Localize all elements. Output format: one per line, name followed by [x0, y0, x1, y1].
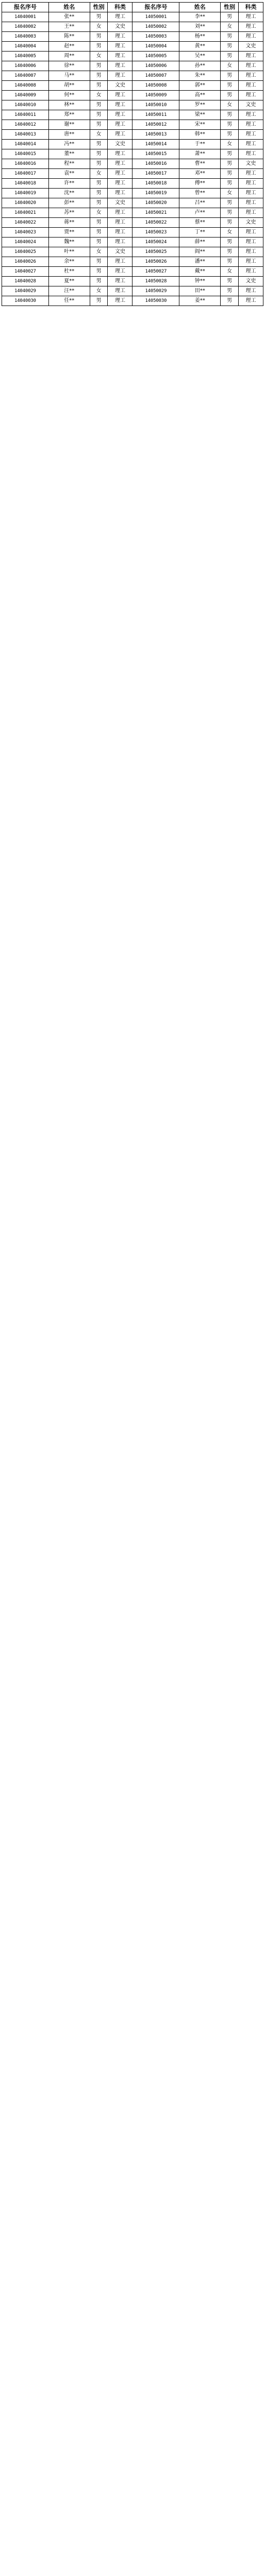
reg-no-cell: 14050002: [132, 22, 179, 32]
gender-cell: 女: [90, 208, 108, 218]
gender-cell: 男: [221, 81, 239, 91]
gender-cell: 男: [90, 277, 108, 286]
gender-cell: 男: [221, 130, 239, 140]
table-row: [2, 22, 263, 32]
gender-cell: 女: [221, 228, 239, 238]
gender-cell: 女: [90, 52, 108, 61]
track-cell: 理工: [108, 42, 132, 52]
name-cell: 郭**: [179, 81, 221, 91]
reg-no-cell: 14050022: [132, 218, 179, 228]
track-cell: 理工: [238, 120, 263, 130]
table-row: [2, 100, 263, 110]
name-cell: 邓**: [179, 169, 221, 179]
track-header: 科类: [238, 3, 263, 12]
name-cell: 蒋**: [48, 218, 90, 228]
reg-no-cell: 14040001: [2, 12, 49, 22]
name-cell: 董**: [48, 149, 90, 159]
reg-no-cell: 14040002: [2, 22, 49, 32]
gender-cell: 男: [90, 218, 108, 228]
table-row: [2, 208, 263, 218]
reg-no-cell: 14040017: [2, 169, 49, 179]
table-row: [2, 120, 263, 130]
gender-cell: 男: [90, 228, 108, 238]
table-row: [2, 286, 263, 296]
reg-no-cell: 14050027: [132, 267, 179, 277]
reg-no-cell: 14050006: [132, 61, 179, 71]
track-cell: 理工: [108, 32, 132, 42]
name-cell: 林**: [48, 100, 90, 110]
track-cell: 理工: [108, 238, 132, 247]
track-cell: 理工: [108, 100, 132, 110]
reg-no-cell: 14050025: [132, 247, 179, 257]
table-row: [2, 149, 263, 159]
name-cell: 于**: [179, 140, 221, 149]
reg-no-cell: 14040014: [2, 140, 49, 149]
table-row: [2, 52, 263, 61]
reg-no-cell: 14040016: [2, 159, 49, 169]
table-row: [2, 140, 263, 149]
track-cell: 理工: [108, 61, 132, 71]
track-cell: 理工: [108, 257, 132, 267]
gender-cell: 男: [221, 169, 239, 179]
track-cell: 理工: [238, 286, 263, 296]
gender-cell: 男: [90, 100, 108, 110]
name-cell: 韩**: [179, 130, 221, 140]
gender-cell: 男: [221, 296, 239, 306]
reg-no-cell: 14040027: [2, 267, 49, 277]
gender-cell: 男: [221, 238, 239, 247]
name-cell: 唐**: [48, 130, 90, 140]
table-row: [2, 257, 263, 267]
name-cell: 张**: [48, 12, 90, 22]
name-cell: 魏**: [48, 238, 90, 247]
track-cell: 理工: [238, 22, 263, 32]
name-cell: 谢**: [48, 120, 90, 130]
reg-no-cell: 14040015: [2, 149, 49, 159]
reg-no-cell: 14050017: [132, 169, 179, 179]
reg-no-cell: 14050024: [132, 238, 179, 247]
track-cell: 理工: [238, 61, 263, 71]
track-cell: 理工: [238, 52, 263, 61]
name-cell: 胡**: [48, 81, 90, 91]
track-cell: 理工: [238, 228, 263, 238]
name-cell: 周**: [48, 52, 90, 61]
track-cell: 理工: [238, 257, 263, 267]
name-cell: 余**: [48, 257, 90, 267]
name-cell: 曹**: [179, 159, 221, 169]
track-cell: 理工: [238, 208, 263, 218]
reg-no-header: 报名序号: [132, 3, 179, 12]
track-cell: 理工: [238, 238, 263, 247]
reg-no-cell: 14050026: [132, 257, 179, 267]
name-cell: 袁**: [48, 169, 90, 179]
name-cell: 阎**: [179, 247, 221, 257]
gender-cell: 女: [221, 267, 239, 277]
track-cell: 理工: [108, 286, 132, 296]
table-row: [2, 247, 263, 257]
gender-cell: 男: [90, 159, 108, 169]
gender-cell: 男: [90, 238, 108, 247]
gender-cell: 男: [221, 42, 239, 52]
track-cell: 理工: [108, 52, 132, 61]
gender-cell: 男: [221, 286, 239, 296]
track-cell: 理工: [108, 91, 132, 100]
name-cell: 潘**: [179, 257, 221, 267]
gender-cell: 女: [90, 169, 108, 179]
track-cell: 理工: [108, 189, 132, 198]
table-row: [2, 228, 263, 238]
reg-no-cell: 14050014: [132, 140, 179, 149]
track-cell: 理工: [108, 277, 132, 286]
track-cell: 文史: [238, 42, 263, 52]
reg-no-cell: 14040011: [2, 110, 49, 120]
table-row: [2, 238, 263, 247]
reg-no-cell: 14040008: [2, 81, 49, 91]
reg-no-cell: 14050023: [132, 228, 179, 238]
reg-no-cell: 14050029: [132, 286, 179, 296]
track-cell: 文史: [108, 22, 132, 32]
table-row: [2, 277, 263, 286]
track-cell: 文史: [108, 140, 132, 149]
gender-cell: 男: [221, 120, 239, 130]
gender-cell: 男: [90, 267, 108, 277]
gender-cell: 男: [90, 179, 108, 189]
gender-cell: 男: [90, 189, 108, 198]
reg-no-cell: 14040026: [2, 257, 49, 267]
gender-cell: 女: [90, 247, 108, 257]
reg-no-header: 报名序号: [2, 3, 49, 12]
name-cell: 孙**: [179, 61, 221, 71]
gender-cell: 男: [221, 149, 239, 159]
table-row: [2, 12, 263, 22]
name-cell: 曾**: [179, 189, 221, 198]
name-cell: 薛**: [179, 238, 221, 247]
name-cell: 沈**: [48, 189, 90, 198]
gender-cell: 女: [90, 91, 108, 100]
name-cell: 罗**: [179, 100, 221, 110]
track-cell: 理工: [108, 218, 132, 228]
name-cell: 汪**: [48, 286, 90, 296]
name-cell: 姜**: [179, 296, 221, 306]
reg-no-cell: 14040007: [2, 71, 49, 81]
gender-header: 性别: [90, 3, 108, 12]
gender-cell: 男: [90, 296, 108, 306]
track-cell: 理工: [238, 169, 263, 179]
track-cell: 理工: [108, 208, 132, 218]
gender-cell: 男: [221, 71, 239, 81]
name-cell: 萧**: [179, 149, 221, 159]
table-row: [2, 61, 263, 71]
track-cell: 理工: [238, 140, 263, 149]
track-cell: 文史: [238, 218, 263, 228]
table-row: [2, 110, 263, 120]
reg-no-cell: 14040022: [2, 218, 49, 228]
table-row: [2, 218, 263, 228]
table-row: [2, 71, 263, 81]
reg-no-cell: 14050010: [132, 100, 179, 110]
table-row: [2, 159, 263, 169]
name-cell: 任**: [48, 296, 90, 306]
gender-cell: 男: [90, 110, 108, 120]
track-cell: 理工: [108, 228, 132, 238]
name-cell: 高**: [179, 91, 221, 100]
name-cell: 田**: [179, 286, 221, 296]
name-cell: 宋**: [179, 120, 221, 130]
gender-header: 性别: [221, 3, 239, 12]
gender-cell: 男: [221, 52, 239, 61]
reg-no-cell: 14040004: [2, 42, 49, 52]
gender-cell: 男: [90, 149, 108, 159]
reg-no-cell: 14040029: [2, 286, 49, 296]
table-body: [2, 12, 263, 306]
reg-no-cell: 14050018: [132, 179, 179, 189]
track-cell: 理工: [238, 12, 263, 22]
name-cell: 徐**: [48, 61, 90, 71]
track-cell: 理工: [108, 110, 132, 120]
track-cell: 理工: [238, 130, 263, 140]
gender-cell: 男: [221, 257, 239, 267]
reg-no-cell: 14050004: [132, 42, 179, 52]
name-cell: 蔡**: [179, 218, 221, 228]
name-cell: 吕**: [179, 198, 221, 208]
track-cell: 理工: [108, 159, 132, 169]
name-cell: 许**: [48, 179, 90, 189]
reg-no-cell: 14050028: [132, 277, 179, 286]
name-cell: 吴**: [179, 52, 221, 61]
table-row: [2, 32, 263, 42]
name-cell: 陈**: [48, 32, 90, 42]
gender-cell: 男: [90, 257, 108, 267]
reg-no-cell: 14050003: [132, 32, 179, 42]
reg-no-cell: 14040006: [2, 61, 49, 71]
track-cell: 文史: [238, 100, 263, 110]
track-cell: 文史: [238, 159, 263, 169]
reg-no-cell: 14040012: [2, 120, 49, 130]
track-cell: 理工: [238, 296, 263, 306]
table-row: [2, 198, 263, 208]
name-cell: 卢**: [179, 208, 221, 218]
table-row: [2, 91, 263, 100]
track-cell: 理工: [238, 32, 263, 42]
reg-no-cell: 14050012: [132, 120, 179, 130]
track-cell: 理工: [108, 130, 132, 140]
gender-cell: 男: [90, 12, 108, 22]
reg-no-cell: 14050009: [132, 91, 179, 100]
name-cell: 彭**: [48, 198, 90, 208]
reg-no-cell: 14050016: [132, 159, 179, 169]
roster-table-container: [2, 2, 263, 306]
reg-no-cell: 14040024: [2, 238, 49, 247]
reg-no-cell: 14040010: [2, 100, 49, 110]
reg-no-cell: 14050020: [132, 198, 179, 208]
table-row: [2, 267, 263, 277]
gender-cell: 男: [90, 71, 108, 81]
gender-cell: 女: [221, 100, 239, 110]
name-cell: 朱**: [179, 71, 221, 81]
track-cell: 理工: [238, 247, 263, 257]
table-row: [2, 130, 263, 140]
reg-no-cell: 14040005: [2, 52, 49, 61]
gender-cell: 男: [221, 247, 239, 257]
track-cell: 文史: [108, 81, 132, 91]
gender-cell: 女: [90, 286, 108, 296]
reg-no-cell: 14050021: [132, 208, 179, 218]
gender-cell: 男: [221, 218, 239, 228]
gender-cell: 男: [221, 91, 239, 100]
reg-no-cell: 14050005: [132, 52, 179, 61]
gender-cell: 男: [90, 61, 108, 71]
track-cell: 理工: [108, 120, 132, 130]
track-cell: 理工: [108, 267, 132, 277]
track-cell: 理工: [238, 81, 263, 91]
name-cell: 郑**: [48, 110, 90, 120]
track-cell: 理工: [238, 91, 263, 100]
reg-no-cell: 14040023: [2, 228, 49, 238]
table-row: [2, 179, 263, 189]
name-cell: 黄**: [179, 42, 221, 52]
name-cell: 杜**: [48, 267, 90, 277]
name-cell: 叶**: [48, 247, 90, 257]
gender-cell: 男: [90, 120, 108, 130]
track-cell: 理工: [238, 198, 263, 208]
reg-no-cell: 14040030: [2, 296, 49, 306]
track-cell: 文史: [108, 247, 132, 257]
table-row: [2, 169, 263, 179]
gender-cell: 男: [221, 179, 239, 189]
name-cell: 冯**: [48, 140, 90, 149]
table-header-row: [2, 3, 263, 12]
name-cell: 贾**: [48, 228, 90, 238]
gender-cell: 女: [221, 22, 239, 32]
gender-cell: 男: [90, 140, 108, 149]
gender-cell: 男: [221, 198, 239, 208]
track-header: 科类: [108, 3, 132, 12]
track-cell: 理工: [238, 149, 263, 159]
gender-cell: 男: [221, 110, 239, 120]
name-cell: 王**: [48, 22, 90, 32]
table-row: [2, 296, 263, 306]
table-row: [2, 81, 263, 91]
gender-cell: 女: [90, 130, 108, 140]
gender-cell: 女: [90, 22, 108, 32]
name-cell: 苏**: [48, 208, 90, 218]
track-cell: 理工: [108, 169, 132, 179]
table-row: [2, 42, 263, 52]
gender-cell: 女: [221, 189, 239, 198]
track-cell: 文史: [108, 198, 132, 208]
reg-no-cell: 14050019: [132, 189, 179, 198]
track-cell: 理工: [238, 179, 263, 189]
reg-no-cell: 14050008: [132, 81, 179, 91]
track-cell: 理工: [238, 110, 263, 120]
gender-cell: 男: [221, 159, 239, 169]
reg-no-cell: 14040025: [2, 247, 49, 257]
name-header: 姓名: [179, 3, 221, 12]
track-cell: 文史: [238, 277, 263, 286]
name-cell: 刘**: [179, 22, 221, 32]
gender-cell: 女: [221, 140, 239, 149]
name-cell: 程**: [48, 159, 90, 169]
reg-no-cell: 14050013: [132, 130, 179, 140]
gender-cell: 女: [221, 61, 239, 71]
gender-cell: 男: [90, 42, 108, 52]
gender-cell: 男: [221, 12, 239, 22]
track-cell: 理工: [108, 179, 132, 189]
name-cell: 戴**: [179, 267, 221, 277]
roster-table: [2, 2, 263, 306]
track-cell: 理工: [108, 71, 132, 81]
name-cell: 丁**: [179, 228, 221, 238]
reg-no-cell: 14050011: [132, 110, 179, 120]
track-cell: 理工: [238, 71, 263, 81]
name-cell: 赵**: [48, 42, 90, 52]
reg-no-cell: 14040028: [2, 277, 49, 286]
reg-no-cell: 14040003: [2, 32, 49, 42]
reg-no-cell: 14040013: [2, 130, 49, 140]
track-cell: 理工: [108, 12, 132, 22]
name-cell: 梁**: [179, 110, 221, 120]
name-header: 姓名: [48, 3, 90, 12]
track-cell: 理工: [238, 189, 263, 198]
reg-no-cell: 14050001: [132, 12, 179, 22]
name-cell: 杨**: [179, 32, 221, 42]
reg-no-cell: 14050030: [132, 296, 179, 306]
name-cell: 傅**: [179, 179, 221, 189]
reg-no-cell: 14040021: [2, 208, 49, 218]
name-cell: 李**: [179, 12, 221, 22]
gender-cell: 男: [221, 208, 239, 218]
gender-cell: 男: [90, 81, 108, 91]
reg-no-cell: 14040019: [2, 189, 49, 198]
gender-cell: 男: [221, 32, 239, 42]
reg-no-cell: 14050015: [132, 149, 179, 159]
gender-cell: 男: [90, 32, 108, 42]
reg-no-cell: 14040009: [2, 91, 49, 100]
reg-no-cell: 14040018: [2, 179, 49, 189]
reg-no-cell: 14050007: [132, 71, 179, 81]
name-cell: 马**: [48, 71, 90, 81]
track-cell: 理工: [108, 149, 132, 159]
name-cell: 钟**: [179, 277, 221, 286]
gender-cell: 男: [221, 277, 239, 286]
gender-cell: 男: [90, 198, 108, 208]
reg-no-cell: 14040020: [2, 198, 49, 208]
name-cell: 何**: [48, 91, 90, 100]
track-cell: 理工: [108, 296, 132, 306]
track-cell: 理工: [238, 267, 263, 277]
table-row: [2, 189, 263, 198]
name-cell: 夏**: [48, 277, 90, 286]
